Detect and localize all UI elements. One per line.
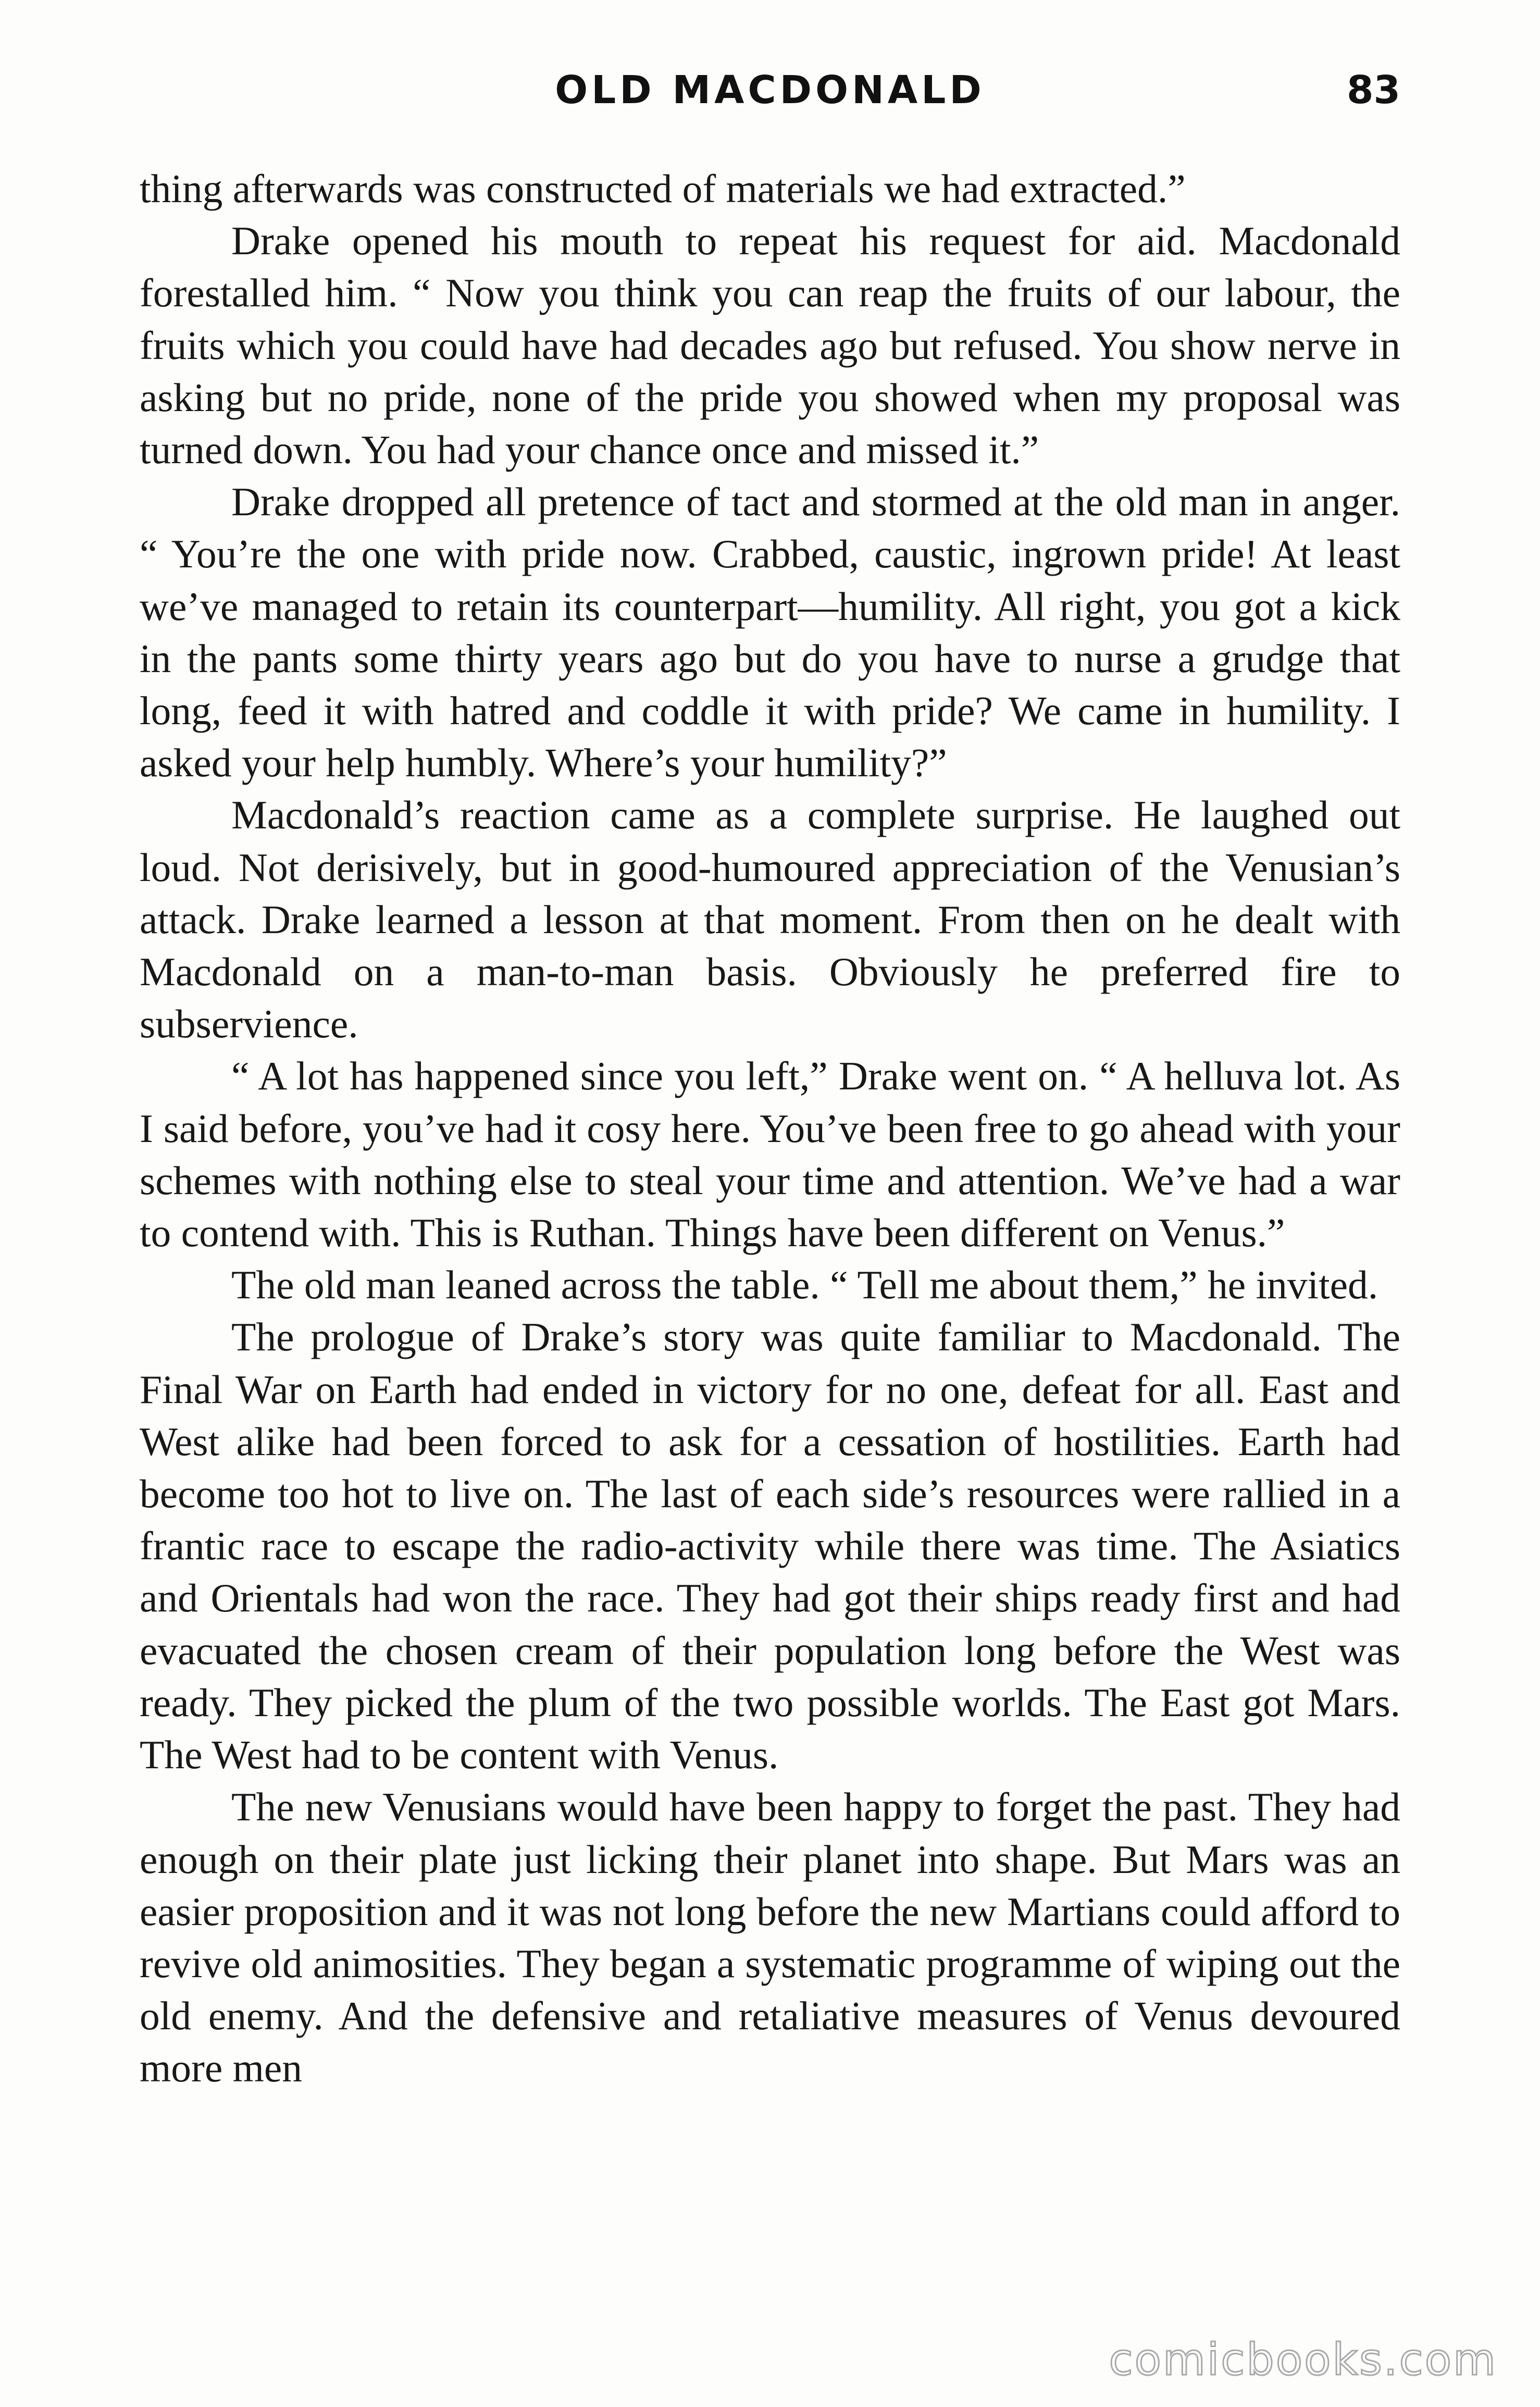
- paragraph: Drake opened his mouth to repeat his request for aid. Macdonald forestalled him. “ Now you think you can reap the fruits of our labour, the fruits which you could have had decades ago but refused. You show nerve in asking but no pride, none of the pride you showed when my proposal was turned down. You had your chance once and missed it.”: [140, 218, 1400, 473]
- body-text: [140, 163, 1400, 2094]
- paragraph: Macdonald’s reaction came as a complete surprise. He laughed out loud. Not derisively, but in good-humoured appreciation of the Venusian’s attack. Drake learned a lesson at that moment. From then on he dealt with Macdonald on a man-to-man basis. Obviously he preferred fire to subservience.: [140, 792, 1400, 1047]
- paragraph: “ A lot has happened since you left,” Drake went on. “ A helluva lot. As I said before, you’ve had it cosy here. You’ve been free to go ahead with your schemes with nothing else to steal your time and attention. We’ve had a war to contend with. This is Ruthan. Things have been different on Venus.”: [140, 1053, 1400, 1256]
- paragraph: The prologue of Drake’s story was quite familiar to Macdonald. The Final War on Earth had ended in victory for no one, defeat for all. East and West alike had been forced to ask for a cessation of hostilities. Earth had become too hot to live on. The last of each side’s resources were rallied in a frantic race to escape the radio-activity while there was time. The Asiatics and Orientals had won the race. They had got their ships ready first and had evacuated the chosen cream of their population long before the West was ready. They picked the plum of the two possible worlds. The East got Mars. The West had to be content with Venus.: [140, 1314, 1400, 1778]
- page-number: 83: [1347, 68, 1400, 113]
- watermark: comicbooks.com: [1109, 2334, 1497, 2385]
- paragraph: Drake dropped all pretence of tact and stormed at the old man in anger. “ You’re the one with pride now. Crabbed, caustic, ingrown pride! At least we’ve managed to retain its counterpart—humility. All right, you got a kick in the pants some thirty years ago but do you have to nurse a grudge that long, feed it with hatred and coddle it with pride? We came in humility. I asked your help humbly. Where’s your humility?”: [140, 479, 1400, 786]
- paragraph: The old man leaned across the table. “ Tell me about them,” he invited.: [231, 1262, 1378, 1308]
- paragraph: The new Venusians would have been happy to forget the past. They had enough on their plate just licking their planet into shape. But Mars was an easier proposition and it was not long before the new Martians could afford to revive old animosities. They began a systematic programme of wiping out the old enemy. And the defensive and retaliative measures of Venus devoured more men: [140, 1784, 1400, 2091]
- running-head: OLD MACDONALD: [555, 68, 985, 113]
- page-header: [140, 61, 1400, 119]
- paragraph-continuation: thing afterwards was constructed of materials we had extracted.”: [140, 166, 1186, 211]
